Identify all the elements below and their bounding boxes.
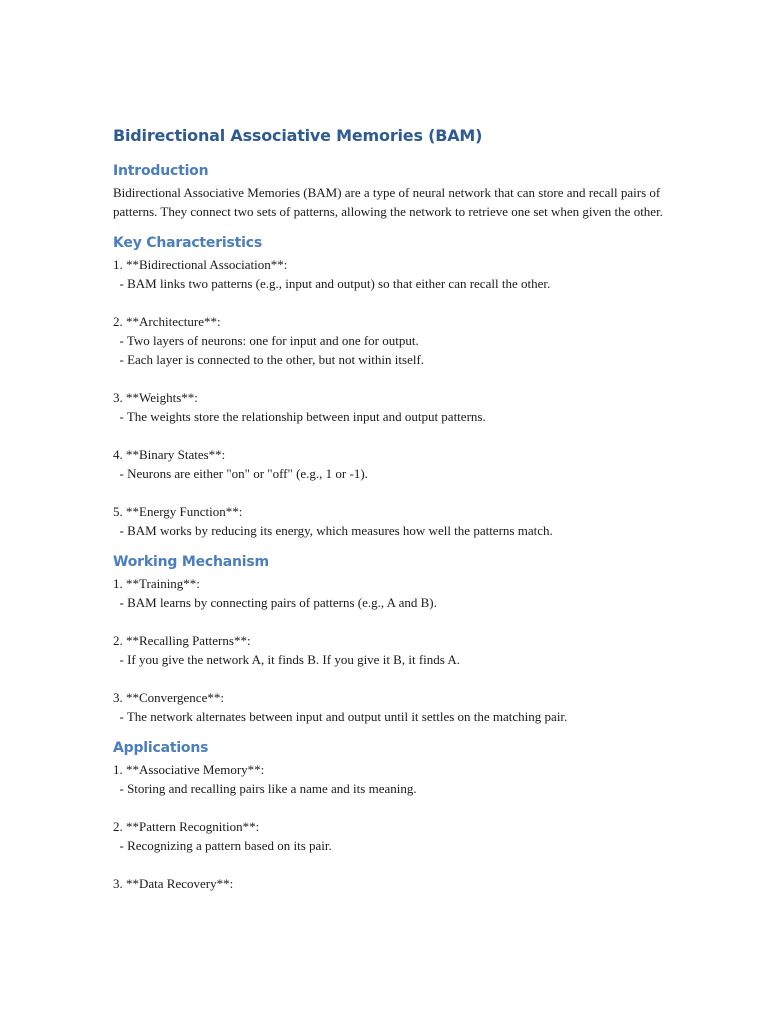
list-item-label: 2. **Architecture**: [113, 314, 221, 329]
list-item-detail: - Two layers of neurons: one for input and one for output. [113, 333, 419, 348]
list-item [113, 574, 673, 612]
list-item-label: 1. **Bidirectional Association**: [113, 257, 288, 272]
list-item-label: 5. **Energy Function**: [113, 504, 243, 519]
list-item-label: 3. **Data Recovery**: [113, 876, 234, 891]
list-item [113, 817, 673, 855]
key-characteristics-list [113, 255, 673, 540]
list-item-detail: - BAM links two patterns (e.g., input and output) so that either can recall the other. [113, 276, 551, 291]
list-item-detail: - Each layer is connected to the other, but not within itself. [113, 352, 425, 367]
list-item-detail: - The weights store the relationship between input and output patterns. [113, 409, 486, 424]
intro-heading: Introduction [113, 163, 209, 179]
intro-paragraph: Bidirectional Associative Memories (BAM) are a type of neural network that can store and recall pairs of patterns. They connect two sets of patterns, allowing the network to retrieve one set when given the other. [113, 185, 663, 219]
list-item-label: 2. **Recalling Patterns**: [113, 633, 251, 648]
list-item-detail: - BAM works by reducing its energy, which measures how well the patterns match. [113, 523, 553, 538]
list-item [113, 312, 673, 369]
applications-list [113, 760, 673, 893]
list-item-detail: - Recognizing a pattern based on its pair. [113, 838, 332, 853]
list-item-label: 2. **Pattern Recognition**: [113, 819, 260, 834]
list-item-label: 1. **Associative Memory**: [113, 762, 265, 777]
list-item [113, 502, 673, 540]
document-page [113, 124, 673, 893]
list-item [113, 688, 673, 726]
list-item-detail: - The network alternates between input and output until it settles on the matching pair. [113, 709, 568, 724]
list-item-label: 1. **Training**: [113, 576, 200, 591]
list-item-detail: - Neurons are either "on" or "off" (e.g., 1 or -1). [113, 466, 368, 481]
list-item-detail: - BAM learns by connecting pairs of patterns (e.g., A and B). [113, 595, 437, 610]
list-item-label: 3. **Convergence**: [113, 690, 224, 705]
list-item-detail: - If you give the network A, it finds B. If you give it B, it finds A. [113, 652, 460, 667]
section-heading-working-mechanism: Working Mechanism [113, 554, 269, 570]
working-mechanism-list [113, 574, 673, 726]
list-item-detail: - Storing and recalling pairs like a name and its meaning. [113, 781, 417, 796]
list-item [113, 255, 673, 293]
list-item [113, 760, 673, 798]
list-item [113, 631, 673, 669]
section-heading-applications: Applications [113, 740, 209, 756]
list-item [113, 445, 673, 483]
list-item-label: 4. **Binary States**: [113, 447, 226, 462]
document-title: Bidirectional Associative Memories (BAM) [113, 126, 483, 145]
list-item-label: 3. **Weights**: [113, 390, 198, 405]
section-heading-key-characteristics: Key Characteristics [113, 235, 262, 251]
list-item [113, 388, 673, 426]
list-item [113, 874, 673, 893]
